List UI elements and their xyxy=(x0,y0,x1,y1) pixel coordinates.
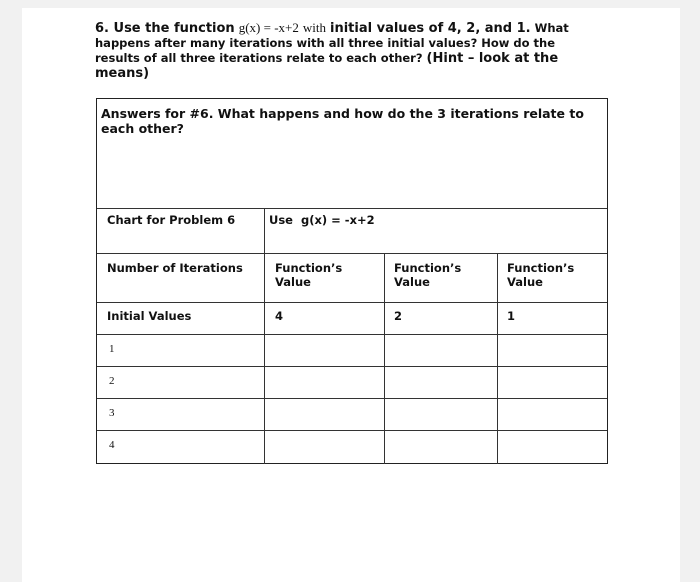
row-divider xyxy=(97,302,607,303)
chart-use-label: Use xyxy=(269,213,293,227)
row-divider xyxy=(97,366,607,367)
col-divider xyxy=(384,253,385,464)
answers-heading: Answers for #6. What happens and how do the 3 iterations relate to each other? xyxy=(101,106,584,136)
initial-value-1: 4 xyxy=(275,309,284,323)
header-function-value-2: Function’s Value xyxy=(394,261,462,289)
col-divider xyxy=(497,253,498,464)
question-lead: 6. Use the function xyxy=(95,21,235,36)
row-divider xyxy=(97,334,607,335)
row-divider xyxy=(97,430,607,431)
chart-title: Chart for Problem 6 xyxy=(107,213,236,227)
question-with: with xyxy=(302,20,326,35)
question-formula: g(x) = -x+2 xyxy=(238,20,299,35)
chart-use-function xyxy=(269,213,375,227)
header-function-value-1: Function’s Value xyxy=(275,261,343,289)
question-text xyxy=(95,20,595,81)
chart-use-formula: g(x) = -x+2 xyxy=(301,213,375,227)
question-hint: (Hint – look at the means) xyxy=(95,51,559,81)
initial-values-label: Initial Values xyxy=(107,309,192,323)
header-number-of-iterations: Number of Iterations xyxy=(107,261,243,275)
iteration-number: 2 xyxy=(109,375,115,387)
iteration-number: 4 xyxy=(109,439,115,451)
iteration-number: 3 xyxy=(109,407,115,419)
initial-value-3: 1 xyxy=(507,309,516,323)
answer-chart-table xyxy=(96,98,608,464)
question-lead-tail: initial values of 4, 2, and 1. xyxy=(330,21,531,36)
col-divider xyxy=(264,208,265,464)
iteration-number: 1 xyxy=(109,343,115,355)
row-divider xyxy=(97,253,607,254)
header-function-value-3: Function’s Value xyxy=(507,261,575,289)
question-rest: What happens after many iterations with all three initial values? How do the results of all three iterations relate to each other? xyxy=(95,21,569,65)
row-divider xyxy=(97,398,607,399)
initial-value-2: 2 xyxy=(394,309,403,323)
row-divider xyxy=(97,208,607,209)
